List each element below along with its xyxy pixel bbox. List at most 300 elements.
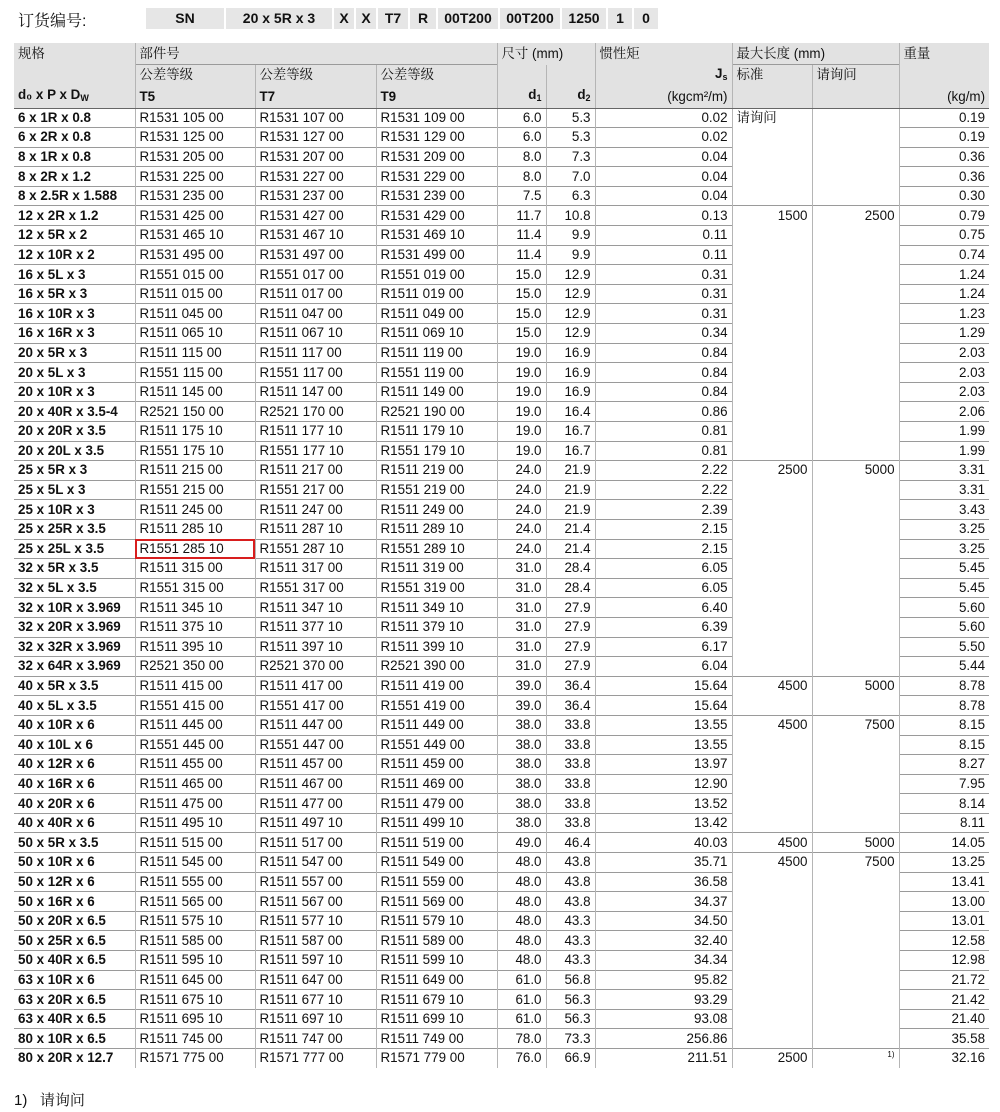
cell-max-length-standard — [732, 1009, 812, 1029]
cell-t9-part-no: R1511 579 10 — [376, 911, 497, 931]
cell-weight: 2.06 — [899, 402, 989, 422]
header-js-symbol: J — [715, 65, 723, 81]
cell-size: 20 x 5R x 3 — [14, 343, 135, 363]
order-code-tolerance: T7 — [378, 8, 408, 29]
cell-max-length-inquire — [812, 657, 899, 677]
cell-t9-part-no: R1511 469 00 — [376, 774, 497, 794]
cell-max-length-standard: 请询问 — [732, 108, 812, 128]
cell-size: 20 x 5L x 3 — [14, 363, 135, 383]
cell-weight: 5.60 — [899, 617, 989, 637]
cell-t5-part-no: R1551 445 00 — [135, 735, 255, 755]
cell-max-length-standard — [732, 637, 812, 657]
cell-max-length-inquire: 2500 — [812, 206, 899, 226]
cell-max-length-inquire: 5000 — [812, 461, 899, 481]
cell-max-length-standard — [732, 617, 812, 637]
cell-t7-part-no: R1511 447 00 — [255, 715, 376, 735]
cell-d2: 16.7 — [546, 422, 595, 442]
cell-t9-part-no: R2521 390 00 — [376, 657, 497, 677]
cell-t5-part-no: R1551 115 00 — [135, 363, 255, 383]
cell-t9-part-no: R1511 049 00 — [376, 304, 497, 324]
cell-weight: 8.27 — [899, 755, 989, 775]
cell-size: 25 x 25R x 3.5 — [14, 519, 135, 539]
cell-t9-part-no: R2521 190 00 — [376, 402, 497, 422]
header-max-length: 最大长度 (mm) — [732, 43, 899, 65]
cell-weight: 5.45 — [899, 559, 989, 579]
cell-max-length-standard — [732, 519, 812, 539]
cell-inertia: 0.84 — [595, 382, 732, 402]
order-code-option-2: X — [356, 8, 376, 29]
cell-d1: 49.0 — [497, 833, 546, 853]
cell-size: 32 x 5L x 3.5 — [14, 578, 135, 598]
cell-d2: 5.3 — [546, 128, 595, 148]
cell-max-length-inquire — [812, 931, 899, 951]
cell-inertia: 6.39 — [595, 617, 732, 637]
cell-d1: 15.0 — [497, 265, 546, 285]
table-row — [14, 441, 989, 461]
cell-t9-part-no: R1531 209 00 — [376, 147, 497, 167]
cell-d2: 27.9 — [546, 598, 595, 618]
cell-d2: 21.4 — [546, 539, 595, 559]
cell-d1: 31.0 — [497, 578, 546, 598]
cell-d1: 31.0 — [497, 617, 546, 637]
cell-t5-part-no: R1511 675 10 — [135, 990, 255, 1010]
cell-size: 50 x 40R x 6.5 — [14, 951, 135, 971]
cell-t7-part-no: R1531 127 00 — [255, 128, 376, 148]
order-code-option-4: 0 — [634, 8, 658, 29]
cell-t5-part-no: R1511 575 10 — [135, 911, 255, 931]
cell-d2: 73.3 — [546, 1029, 595, 1049]
cell-d1: 19.0 — [497, 363, 546, 383]
header-d2-symbol: d — [577, 87, 586, 102]
cell-weight: 0.30 — [899, 186, 989, 206]
cell-d1: 15.0 — [497, 284, 546, 304]
table-row — [14, 186, 989, 206]
cell-d1: 38.0 — [497, 813, 546, 833]
cell-t5-part-no: R1511 745 00 — [135, 1029, 255, 1049]
cell-d2: 16.9 — [546, 382, 595, 402]
cell-size: 12 x 5R x 2 — [14, 226, 135, 246]
cell-weight: 1.99 — [899, 422, 989, 442]
order-code-row — [0, 0, 1000, 40]
cell-size: 12 x 10R x 2 — [14, 245, 135, 265]
cell-t5-part-no: R1511 455 00 — [135, 755, 255, 775]
cell-max-length-inquire — [812, 128, 899, 148]
cell-t7-part-no: R1511 557 00 — [255, 872, 376, 892]
cell-inertia: 35.71 — [595, 853, 732, 873]
cell-inertia: 6.04 — [595, 657, 732, 677]
cell-max-length-standard — [732, 872, 812, 892]
cell-d1: 38.0 — [497, 755, 546, 775]
table-row — [14, 382, 989, 402]
cell-inertia: 6.40 — [595, 598, 732, 618]
cell-t5-part-no: R1511 645 00 — [135, 970, 255, 990]
cell-t9-part-no: R1511 449 00 — [376, 715, 497, 735]
cell-t7-part-no: R1571 777 00 — [255, 1049, 376, 1068]
table-row — [14, 128, 989, 148]
cell-d1: 24.0 — [497, 480, 546, 500]
cell-t7-part-no: R1511 317 00 — [255, 559, 376, 579]
cell-d1: 8.0 — [497, 167, 546, 187]
table-row — [14, 813, 989, 833]
cell-t5-part-no: R1511 475 00 — [135, 794, 255, 814]
cell-d1: 48.0 — [497, 872, 546, 892]
cell-t9-part-no: R1511 589 00 — [376, 931, 497, 951]
cell-d2: 66.9 — [546, 1049, 595, 1068]
cell-max-length-inquire — [812, 951, 899, 971]
cell-d1: 11.4 — [497, 226, 546, 246]
cell-max-length-inquire — [812, 265, 899, 285]
footnote-number: 1) — [14, 1092, 28, 1109]
cell-max-length-standard — [732, 382, 812, 402]
cell-t9-part-no: R1531 239 00 — [376, 186, 497, 206]
cell-d2: 21.9 — [546, 461, 595, 481]
cell-weight: 0.19 — [899, 108, 989, 128]
cell-t7-part-no: R1511 477 00 — [255, 794, 376, 814]
cell-t5-part-no: R1551 215 00 — [135, 480, 255, 500]
cell-size: 80 x 20R x 12.7 — [14, 1049, 135, 1068]
cell-t7-part-no: R1511 467 00 — [255, 774, 376, 794]
order-code-series: SN — [146, 8, 224, 29]
cell-size: 8 x 2R x 1.2 — [14, 167, 135, 187]
cell-inertia: 36.58 — [595, 872, 732, 892]
cell-d2: 7.0 — [546, 167, 595, 187]
cell-max-length-inquire — [812, 735, 899, 755]
cell-max-length-standard — [732, 245, 812, 265]
cell-inertia: 0.31 — [595, 304, 732, 324]
cell-t7-part-no: R1511 377 10 — [255, 617, 376, 637]
cell-d2: 28.4 — [546, 559, 595, 579]
cell-weight: 3.25 — [899, 539, 989, 559]
header-row-2 — [14, 65, 989, 86]
cell-d1: 48.0 — [497, 892, 546, 912]
table-row — [14, 1009, 989, 1029]
header-size: 尺寸 (mm) — [497, 43, 595, 65]
cell-max-length-inquire — [812, 1029, 899, 1049]
cell-weight: 0.74 — [899, 245, 989, 265]
cell-d1: 24.0 — [497, 500, 546, 520]
cell-max-length-standard — [732, 794, 812, 814]
cell-t5-part-no: R2521 350 00 — [135, 657, 255, 677]
cell-t7-part-no: R1511 117 00 — [255, 343, 376, 363]
cell-d1: 19.0 — [497, 343, 546, 363]
table-row — [14, 872, 989, 892]
cell-d2: 33.8 — [546, 715, 595, 735]
cell-max-length-standard — [732, 911, 812, 931]
cell-t5-part-no: R1511 595 10 — [135, 951, 255, 971]
cell-inertia: 256.86 — [595, 1029, 732, 1049]
header-row-1 — [14, 43, 989, 65]
cell-max-length-standard — [732, 265, 812, 285]
cell-d2: 27.9 — [546, 637, 595, 657]
header-t9: T9 — [376, 86, 497, 109]
table-row — [14, 911, 989, 931]
table-row — [14, 578, 989, 598]
cell-max-length-standard — [732, 480, 812, 500]
cell-max-length-inquire — [812, 813, 899, 833]
cell-size: 6 x 2R x 0.8 — [14, 128, 135, 148]
cell-size: 32 x 20R x 3.969 — [14, 617, 135, 637]
cell-t9-part-no: R1511 219 00 — [376, 461, 497, 481]
cell-d2: 16.9 — [546, 363, 595, 383]
cell-t9-part-no: R1511 349 10 — [376, 598, 497, 618]
cell-t7-part-no: R1531 427 00 — [255, 206, 376, 226]
cell-size: 50 x 12R x 6 — [14, 872, 135, 892]
cell-t5-part-no: R1531 465 10 — [135, 226, 255, 246]
cell-d1: 31.0 — [497, 637, 546, 657]
cell-inertia: 0.34 — [595, 324, 732, 344]
table-row — [14, 539, 989, 559]
cell-d2: 43.8 — [546, 872, 595, 892]
cell-t5-part-no: R1531 205 00 — [135, 147, 255, 167]
cell-t9-part-no: R1511 549 00 — [376, 853, 497, 873]
cell-size: 16 x 10R x 3 — [14, 304, 135, 324]
cell-t9-part-no: R1551 019 00 — [376, 265, 497, 285]
cell-weight: 3.31 — [899, 461, 989, 481]
cell-t9-part-no: R1511 599 10 — [376, 951, 497, 971]
cell-max-length-standard: 2500 — [732, 1049, 812, 1068]
cell-d1: 48.0 — [497, 931, 546, 951]
table-row — [14, 265, 989, 285]
cell-d1: 48.0 — [497, 853, 546, 873]
cell-inertia: 2.15 — [595, 539, 732, 559]
cell-weight: 5.45 — [899, 578, 989, 598]
cell-t7-part-no: R1511 047 00 — [255, 304, 376, 324]
header-tol-t7: 公差等级 — [255, 65, 376, 86]
cell-d1: 15.0 — [497, 324, 546, 344]
cell-t5-part-no: R1511 495 10 — [135, 813, 255, 833]
order-code-end-a: 00T200 — [438, 8, 498, 29]
cell-t9-part-no: R1511 149 00 — [376, 382, 497, 402]
cell-d1: 24.0 — [497, 461, 546, 481]
cell-t5-part-no: R1511 285 10 — [135, 519, 255, 539]
cell-t5-part-no: R1511 545 00 — [135, 853, 255, 873]
cell-max-length-inquire: 1) — [812, 1049, 899, 1068]
cell-max-length-inquire — [812, 755, 899, 775]
cell-weight: 8.15 — [899, 715, 989, 735]
cell-t7-part-no: R1511 217 00 — [255, 461, 376, 481]
cell-weight: 1.24 — [899, 265, 989, 285]
cell-inertia: 0.84 — [595, 343, 732, 363]
cell-t7-part-no: R1511 577 10 — [255, 911, 376, 931]
cell-d2: 43.8 — [546, 892, 595, 912]
header-d1 — [497, 86, 546, 109]
cell-max-length-standard: 2500 — [732, 461, 812, 481]
cell-max-length-standard: 1500 — [732, 206, 812, 226]
cell-d1: 6.0 — [497, 108, 546, 128]
cell-max-length-standard — [732, 324, 812, 344]
cell-t5-part-no: R1551 175 10 — [135, 441, 255, 461]
cell-inertia: 2.39 — [595, 500, 732, 520]
cell-weight: 1.23 — [899, 304, 989, 324]
cell-weight: 12.98 — [899, 951, 989, 971]
table-row — [14, 108, 989, 128]
order-code-option-3: 1 — [608, 8, 632, 29]
cell-t5-part-no: R1511 585 00 — [135, 931, 255, 951]
cell-d1: 31.0 — [497, 559, 546, 579]
cell-weight: 21.40 — [899, 1009, 989, 1029]
cell-max-length-inquire — [812, 872, 899, 892]
cell-t9-part-no: R1511 649 00 — [376, 970, 497, 990]
cell-size: 80 x 10R x 6.5 — [14, 1029, 135, 1049]
cell-t7-part-no: R1511 177 10 — [255, 422, 376, 442]
cell-d2: 43.3 — [546, 911, 595, 931]
cell-t7-part-no: R1531 227 00 — [255, 167, 376, 187]
cell-d2: 21.9 — [546, 500, 595, 520]
cell-size: 8 x 1R x 0.8 — [14, 147, 135, 167]
cell-max-length-inquire — [812, 441, 899, 461]
cell-max-length-standard — [732, 559, 812, 579]
cell-max-length-inquire — [812, 147, 899, 167]
cell-weight: 12.58 — [899, 931, 989, 951]
table-row — [14, 637, 989, 657]
cell-t7-part-no: R1511 587 00 — [255, 931, 376, 951]
cell-t7-part-no: R1511 497 10 — [255, 813, 376, 833]
cell-size: 32 x 32R x 3.969 — [14, 637, 135, 657]
cell-inertia: 0.31 — [595, 265, 732, 285]
cell-d2: 28.4 — [546, 578, 595, 598]
cell-t9-part-no: R1511 519 00 — [376, 833, 497, 853]
table-row — [14, 774, 989, 794]
cell-weight: 5.60 — [899, 598, 989, 618]
cell-d2: 33.8 — [546, 813, 595, 833]
footnote-text: 请询问 — [39, 1092, 85, 1109]
cell-size: 25 x 5L x 3 — [14, 480, 135, 500]
cell-inertia: 0.04 — [595, 147, 732, 167]
cell-max-length-inquire: 7500 — [812, 715, 899, 735]
table-row — [14, 715, 989, 735]
footnote — [14, 1089, 85, 1110]
cell-t5-part-no: R1551 315 00 — [135, 578, 255, 598]
cell-size: 40 x 20R x 6 — [14, 794, 135, 814]
cell-t5-part-no: R1511 345 10 — [135, 598, 255, 618]
cell-d1: 8.0 — [497, 147, 546, 167]
cell-weight: 3.31 — [899, 480, 989, 500]
cell-d1: 38.0 — [497, 735, 546, 755]
header-t5: T5 — [135, 86, 255, 109]
cell-t9-part-no: R1511 399 10 — [376, 637, 497, 657]
cell-max-length-standard — [732, 343, 812, 363]
cell-t9-part-no: R1551 179 10 — [376, 441, 497, 461]
cell-d1: 11.7 — [497, 206, 546, 226]
cell-d2: 16.7 — [546, 441, 595, 461]
header-d2 — [546, 86, 595, 109]
cell-max-length-inquire — [812, 892, 899, 912]
cell-t7-part-no: R2521 170 00 — [255, 402, 376, 422]
cell-size: 40 x 5L x 3.5 — [14, 696, 135, 716]
cell-max-length-inquire — [812, 598, 899, 618]
cell-t9-part-no: R1511 179 10 — [376, 422, 497, 442]
cell-d2: 12.9 — [546, 284, 595, 304]
cell-t9-part-no: R1531 109 00 — [376, 108, 497, 128]
table-row — [14, 167, 989, 187]
cell-d2: 16.4 — [546, 402, 595, 422]
cell-highlighted-part-no: R1551 285 10 — [135, 539, 255, 559]
cell-t9-part-no: R1511 679 10 — [376, 990, 497, 1010]
cell-size: 40 x 10R x 6 — [14, 715, 135, 735]
cell-inertia: 34.34 — [595, 951, 732, 971]
cell-d1: 61.0 — [497, 1009, 546, 1029]
table-row — [14, 284, 989, 304]
cell-max-length-inquire — [812, 970, 899, 990]
cell-t5-part-no: R1531 235 00 — [135, 186, 255, 206]
cell-max-length-standard — [732, 970, 812, 990]
cell-t5-part-no: R1571 775 00 — [135, 1049, 255, 1068]
header-blank — [812, 86, 899, 109]
cell-d2: 12.9 — [546, 324, 595, 344]
cell-t9-part-no: R1571 779 00 — [376, 1049, 497, 1068]
cell-d2: 27.9 — [546, 617, 595, 637]
cell-inertia: 6.05 — [595, 559, 732, 579]
cell-t7-part-no: R1531 237 00 — [255, 186, 376, 206]
table-row — [14, 794, 989, 814]
cell-d1: 19.0 — [497, 402, 546, 422]
cell-t7-part-no: R2521 370 00 — [255, 657, 376, 677]
cell-inertia: 13.42 — [595, 813, 732, 833]
cell-t9-part-no: R1551 119 00 — [376, 363, 497, 383]
cell-t7-part-no: R1551 417 00 — [255, 696, 376, 716]
cell-max-length-standard — [732, 402, 812, 422]
cell-weight: 21.42 — [899, 990, 989, 1010]
cell-weight: 13.25 — [899, 853, 989, 873]
table-row — [14, 931, 989, 951]
cell-t7-part-no: R1511 567 00 — [255, 892, 376, 912]
cell-size: 20 x 40R x 3.5-4 — [14, 402, 135, 422]
table-row — [14, 676, 989, 696]
table-row — [14, 696, 989, 716]
cell-weight: 2.03 — [899, 343, 989, 363]
cell-d2: 27.9 — [546, 657, 595, 677]
cell-size: 40 x 40R x 6 — [14, 813, 135, 833]
cell-max-length-inquire — [812, 774, 899, 794]
cell-max-length-inquire — [812, 519, 899, 539]
cell-d2: 56.3 — [546, 990, 595, 1010]
cell-max-length-standard — [732, 578, 812, 598]
cell-inertia: 0.02 — [595, 128, 732, 148]
cell-weight: 13.41 — [899, 872, 989, 892]
header-js-subscript: s — [722, 71, 728, 82]
header-row-3 — [14, 86, 989, 109]
cell-max-length-standard — [732, 186, 812, 206]
cell-d2: 36.4 — [546, 696, 595, 716]
cell-d1: 31.0 — [497, 598, 546, 618]
cell-t9-part-no: R1511 319 00 — [376, 559, 497, 579]
cell-t7-part-no: R1511 287 10 — [255, 519, 376, 539]
cell-d2: 43.8 — [546, 853, 595, 873]
cell-weight: 5.50 — [899, 637, 989, 657]
cell-t5-part-no: R1531 225 00 — [135, 167, 255, 187]
cell-inertia: 0.86 — [595, 402, 732, 422]
table-row — [14, 598, 989, 618]
cell-t5-part-no: R1511 315 00 — [135, 559, 255, 579]
cell-t7-part-no: R1551 287 10 — [255, 539, 376, 559]
header-blank — [732, 86, 812, 109]
table-row — [14, 1049, 989, 1068]
cell-size: 50 x 16R x 6 — [14, 892, 135, 912]
cell-size: 40 x 10L x 6 — [14, 735, 135, 755]
cell-inertia: 15.64 — [595, 696, 732, 716]
cell-t7-part-no: R1551 177 10 — [255, 441, 376, 461]
cell-max-length-inquire — [812, 637, 899, 657]
cell-size: 50 x 10R x 6 — [14, 853, 135, 873]
cell-size: 32 x 64R x 3.969 — [14, 657, 135, 677]
cell-max-length-inquire — [812, 304, 899, 324]
cell-max-length-standard — [732, 167, 812, 187]
cell-t7-part-no: R1551 447 00 — [255, 735, 376, 755]
cell-d2: 43.3 — [546, 931, 595, 951]
cell-max-length-standard — [732, 500, 812, 520]
cell-t7-part-no: R1511 697 10 — [255, 1009, 376, 1029]
cell-inertia: 0.02 — [595, 108, 732, 128]
